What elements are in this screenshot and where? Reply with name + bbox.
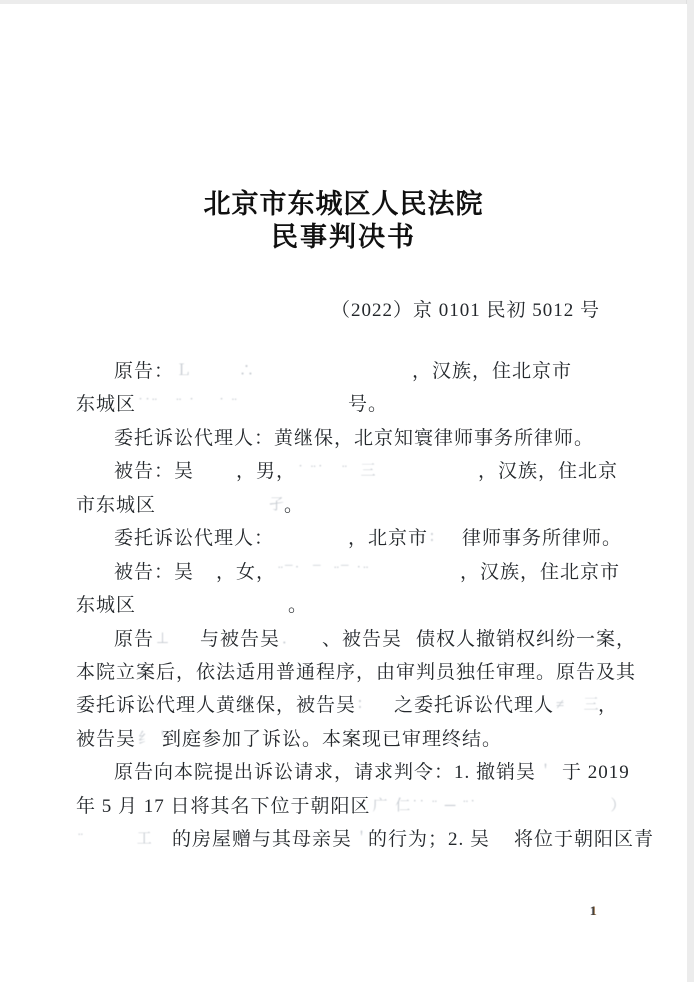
- redacted-name: ∶: [358, 697, 364, 714]
- redacted-name: 纟＇: [138, 730, 173, 747]
- document-type-title: 民事判决书: [271, 222, 416, 252]
- defendant1-line-1: [76, 455, 636, 488]
- redacted-firm-name: ∶: [430, 530, 436, 547]
- hearing-text-4: 被告吴: [76, 728, 137, 750]
- defendant1-address-prefix: 市东城区: [76, 494, 157, 516]
- defendant2-address-prefix: 东城区: [76, 595, 137, 617]
- defendant1-line-2: [76, 489, 636, 522]
- plaintiff-label: 原告：: [114, 361, 175, 382]
- defendant2-info: ，汉族，住北京市: [460, 561, 621, 583]
- redacted-name: ≠ 三: [556, 697, 601, 714]
- plaintiff-address-suffix: 号。: [348, 394, 389, 416]
- document-header: [0, 188, 687, 254]
- court-name: 北京市东城区人民法院: [203, 189, 484, 219]
- case-summary-line-4: [76, 723, 636, 756]
- redacted-defendant1-birth: ˙ ¨˙ ¨ 三: [298, 463, 378, 480]
- case-type: 债权人撤销权纠纷一案，: [416, 628, 637, 650]
- case-summary-line-2: [76, 656, 636, 689]
- case-summary-line-1: [76, 623, 636, 656]
- redacted-agent-name: [274, 542, 348, 544]
- redacted-name: ．: [282, 630, 300, 647]
- redacted-name: [402, 643, 416, 645]
- hearing-text-5: 到庭参加了诉讼。本案现已审理终结。: [162, 728, 503, 750]
- hearing-text-2: 之委托诉讼代理人: [394, 695, 555, 717]
- plaintiff-address-prefix: 东城区: [76, 394, 137, 416]
- agent-firm-prefix: ，北京市: [348, 528, 429, 550]
- redacted-name: ＇: [538, 764, 556, 781]
- claims-text-4: 的房屋赠与其母亲吴: [172, 829, 353, 851]
- claims-text-2: 于 2019: [562, 762, 630, 784]
- plaintiff-line-2: [76, 388, 636, 421]
- claims-text-6: 将位于朝阳区青: [514, 829, 655, 851]
- judgment-page: [0, 4, 687, 982]
- plaintiff-agent-line: [76, 422, 636, 455]
- redacted-defendant2-address: [136, 609, 288, 611]
- defendant2-line-1: [76, 556, 636, 589]
- procedure-text: 本院立案后，依法适用普通程序，由审判员独任审理。原告及其: [76, 661, 637, 683]
- agent-firm-suffix: 律师事务所律师。: [462, 528, 623, 550]
- case-number: （2022）京 0101 民初 5012 号: [331, 300, 601, 321]
- defendant2-gender: ，女，: [216, 561, 277, 583]
- claims-line-1: [76, 756, 636, 789]
- redacted-property-address: 广 仁˙˙ ¨ ─ ¨˙: [372, 797, 478, 814]
- redacted-name: ＇: [354, 831, 372, 848]
- plaintiff-info: ，汉族，住北京市: [412, 361, 573, 382]
- defendant1-info: ，汉族，住北京: [478, 461, 619, 483]
- defendant2-line-2: [76, 589, 636, 622]
- redacted-property-address-end: ）: [610, 797, 628, 814]
- claims-text-3: 年 5 月 17 日将其名下位于朝阳区: [76, 795, 371, 817]
- defendant1-agent-label: 委托诉讼代理人：: [114, 528, 275, 550]
- claims-line-2: [76, 790, 636, 823]
- defendant1-address-suffix: 。: [284, 494, 305, 516]
- plaintiff-agent-text: 委托诉讼代理人：黄继保，北京知寰律师事务所律师。: [114, 427, 595, 449]
- redacted-plaintiff-name: Ｌ ∴: [176, 363, 257, 379]
- claims-text-5: 的行为；2. 吴: [368, 829, 491, 851]
- defendant1-agent-line: [76, 522, 636, 555]
- case-summary-line-3: [76, 689, 636, 722]
- claims-text-1: 原告向本院提出诉讼请求，请求判令：1. 撤销吴: [114, 762, 537, 784]
- defendant2-address-suffix: 。: [288, 595, 309, 617]
- case-parties-3: 、被告吴: [322, 628, 403, 650]
- redacted-defendant1-address: 孑: [269, 496, 287, 513]
- redacted-name: ⊥: [156, 630, 172, 647]
- redacted-plaintiff-address: ˙˙¨ ¨ ˙ ˙ ¨: [138, 396, 239, 413]
- redacted-defendant2-name: [194, 576, 216, 578]
- defendant1-gender: ，男，: [236, 461, 297, 483]
- redacted-defendant2-birth: ¨¯˙ ¯ ¨¯ ˙¨: [278, 563, 371, 580]
- claims-line-3: [76, 823, 655, 856]
- defendant2-label: 被告：吴: [114, 561, 195, 583]
- redacted-name: [490, 843, 514, 845]
- page-number: 1: [590, 903, 597, 918]
- hearing-text-3: ，: [598, 695, 619, 717]
- redacted-defendant1-name: [194, 475, 236, 477]
- judgment-body: [76, 355, 655, 857]
- defendant1-label: 被告：吴: [114, 461, 195, 483]
- hearing-text-1: 委托诉讼代理人黄继保，被告吴: [76, 695, 357, 717]
- case-parties-1: 原告: [114, 628, 155, 650]
- viewer-edge-right: [686, 0, 694, 982]
- case-parties-2: 与被告吴: [200, 628, 281, 650]
- plaintiff-line-1: [76, 355, 636, 388]
- redacted-property-address-2: ¨ 工: [78, 831, 154, 848]
